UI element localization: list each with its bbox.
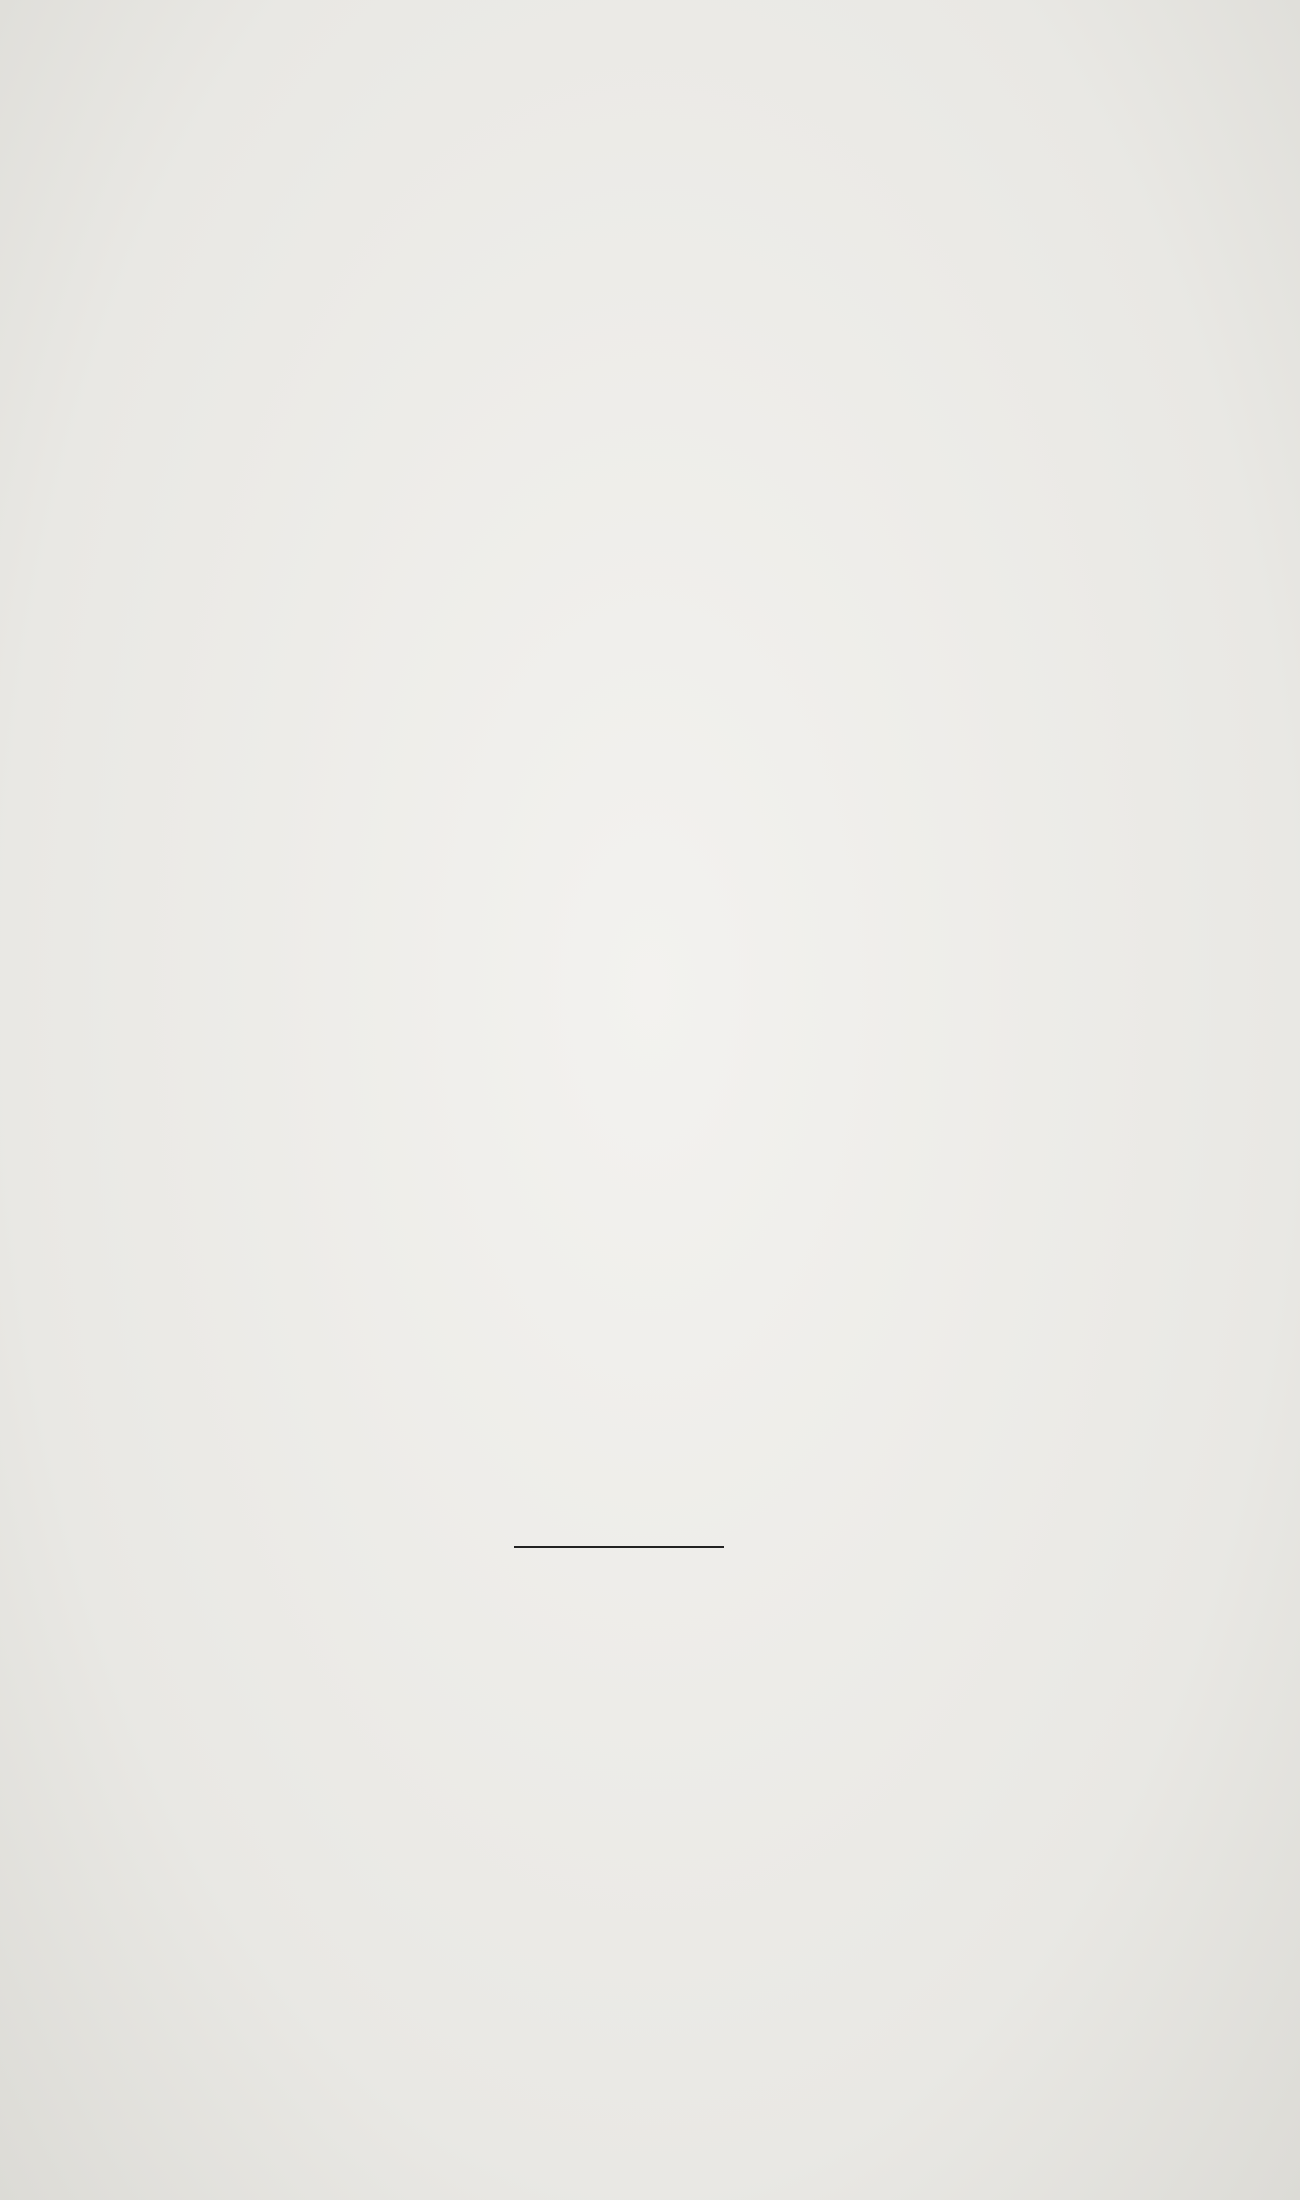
- section-divider: [514, 1546, 724, 1548]
- section-heading: [96, 1594, 1170, 1644]
- running-header: [96, 120, 1170, 180]
